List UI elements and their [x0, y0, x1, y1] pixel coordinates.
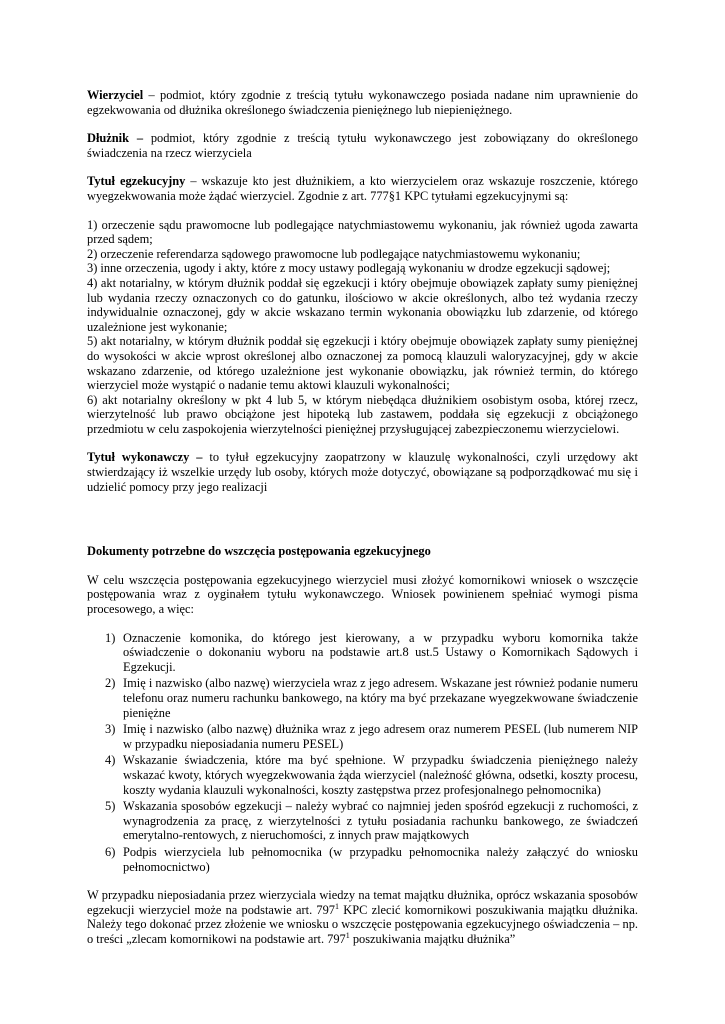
list-number: 5) — [105, 799, 116, 814]
list-number: 4) — [105, 753, 116, 768]
list-number: 1) — [105, 630, 116, 645]
list-item: 2) Imię i nazwisko (albo nazwę) wierzyciela wraz z jego adresem. Wskazane jest również podanie numeru telefonu oraz numeru rachunku bankowego, na który ma być przekazane wyegzekwowane świadczenie pieniężne — [105, 676, 638, 720]
list-item: 1) orzeczenie sądu prawomocne lub podlegające natychmiastowemu wykonaniu, jak również ugoda zawarta przed sądem; — [87, 217, 638, 247]
list-item: 3) Imię i nazwisko (albo nazwę) dłużnika wraz z jego adresem oraz numerem PESEL (lub numerem NIP w przypadku nieposiadania numeru PESEL) — [105, 722, 638, 751]
document-content — [87, 88, 638, 947]
list-item: 6) akt notarialny określony w pkt 4 lub 5, w którym niebędąca dłużnikiem osobistym osoba, której rzecz, wierzytelność lub prawo obciążone jest hipoteką lub zastawem, poddała się egzekucji z obciążonego przedmiotu w celu zaspokojenia wierzytelności pieniężnej przysługującej zabezpieczonemu wierzycielowi. — [87, 392, 638, 436]
definition-title: Tytuł egzekucyjny – wskazuje kto jest dłużnikiem, a kto wierzycielem oraz wskazuje roszczenie, którego wyegzekwowania może żądać wierzyciel. Zgodnie z art. 777§1 KPC tytułami egzekucyjnymi są: — [87, 174, 639, 203]
titles-list — [87, 218, 638, 437]
list-number: 2) — [105, 676, 116, 691]
list-item: 6) Podpis wierzyciela lub pełnomocnika (w przypadku pełnomocnika należy załączyć do wniosku pełnomocnictwo) — [105, 844, 638, 874]
definition-creditor: Wierzyciel – podmiot, który zgodnie z treścią tytułu wykonawczego posiada nadane nim uprawnienie do egzekwowania od dłużnika określonego świadczenia pieniężnego lub niepieniężnego. — [87, 88, 638, 117]
definition-term: Wierzyciel — [87, 88, 144, 102]
requirements-list — [87, 631, 638, 875]
list-item: 3) inne orzeczenia, ugody i akty, które z mocy ustawy podlegają wykonaniu w drodze egzekucji sądowej; — [87, 261, 611, 276]
definition-text: podmiot, który zgodnie z treścią tytułu wykonawczego posiada nadane nim uprawnienie do egzekwowania od dłużnika określonego świadczenia pieniężnego lub niepieniężnego. — [87, 88, 638, 117]
list-item: 4) akt notarialny, w którym dłużnik poddał się egzekucji i który obejmuje obowiązek zapłaty sumy pieniężnej lub wydania rzeczy oznaczonych co do gatunku, ilościowo w akcie określonych, albo też wydania rzeczy indywidualnie oznaczonej, gdy w akcie wskazano termin wykonania obowiązku lub zdarzenie, od którego uzależnione jest wykonanie; — [87, 275, 638, 334]
definition-term: Tytuł egzekucyjny — [87, 174, 186, 189]
closing-paragraph: W przypadku nieposiadania przez wierzyciala wiedzy na temat majątku dłużnika, oprócz wskazania sposobów egzekucji wierzyciel może na podstawie art. $797^1$ KPC zlecić komornikowi poszukiwania majątku dłużnika. Należy tego dokonać przez złożenie we wniosku o wszczęcie postępowania egzekucyjnego oświadczenia – np. o treści „zlecam komornikowi na podstawie art. $797^1$ poszukiwania majątku dłużnika” — [87, 888, 638, 946]
definition-enforcement: Tytuł wykonawczy – to tyłuł egzekucyjny zaopatrzony w klauzulę wykonalności, czyli urzędowy akt stwierdzający iż wszelkie urzędy lub osoby, których może dotyczyć, obowiązane są podporządkować mu się i udzielić pomocy przy jego realizacji — [87, 450, 638, 494]
list-item: 4) Wskazanie świadczenia, które ma być spełnione. W przypadku świadczenia pieniężnego należy wskazać kwoty, których wyegzekwowania żąda wierzyciel (należność główna, odsetki, koszty procesu, koszty wydania klauzuli wykonalności, koszty zastępstwa przez profesjonalnego pełnomocnika) — [105, 753, 638, 797]
section-title: Dokumenty potrzebne do wszczęcia postępowania egzekucyjnego — [87, 544, 431, 559]
definition-text: to tyłuł egzekucyjny zaopatrzony w klauzulę wykonalności, czyli urzędowy akt stwierdzający iż wszelkie urzędy lub osoby, których może dotyczyć, obowiązane są podporządkować mu się i udzielić pomocy przy jego realizacji — [87, 450, 638, 494]
list-number: 6) — [105, 844, 116, 859]
list-item: 5) Wskazania sposobów egzekucji – należy wybrać co najmniej jeden spośród egzekucji z ruchomości, z wynagrodzenia za pracę, z wierzytelności z tytułu posiadania rachunku bankowego, ze świadczeń emerytalno-rentowych, z nieruchomości, z innych praw majątkowych — [105, 799, 638, 843]
definition-debtor: Dłużnik – podmiot, który zgodnie z treścią tytułu wykonawczego jest zobowiązany do określonego świadczenia na rzecz wierzyciela — [87, 131, 639, 160]
list-item: 1) Oznaczenie komonika, do którego jest kierowany, a w przypadku wyboru komornika także oświadczenie o dokonaniu wyboru na podstawie art.8 ust.5 Ustawy o Komornikach Sądowych i Egzekucji. — [105, 630, 638, 674]
definition-term: Tytuł wykonawczy — [87, 450, 190, 465]
definition-text: podmiot, który zgodnie z treścią tytułu wykonawczego jest zobowiązany do określonego świadczenia na rzecz wierzyciela — [87, 131, 639, 160]
list-item: 5) akt notarialny, w którym dłużnik poddał się egzekucji i który obejmuje obowiązek zapłaty sumy pieniężnej do wysokości w akcie wprost określonej albo oznaczonej za pomocą klauzuli waloryzacyjnej, gdy w akcie wskazano zdarzenie, od którego uzależnione jest wykonanie obowiązku, jak również termin, do którego wierzyciel może wystąpić o nadanie temu aktowi klauzuli wykonalności; — [87, 334, 638, 393]
definition-text: wskazuje kto jest dłużnikiem, a kto wierzycielem oraz wskazuje roszczenie, którego wyegzekwowania może żądać wierzyciel. Zgodnie z art. 777§1 KPC tytułami egzekucyjnymi są: — [87, 174, 639, 203]
definition-term: Dłużnik — [87, 131, 130, 146]
list-item: 2) orzeczenie referendarza sądowego prawomocne lub podlegające natychmiastowemu wykonaniu; — [87, 246, 581, 261]
list-number: 3) — [105, 722, 116, 737]
intro-paragraph: W celu wszczęcia postępowania egzekucyjnego wierzyciel musi złożyć komornikowi wniosek o wszczęcie postępowania wraz z oyginałem tytułu wykonawczego. Wniosek powinienem spełniać wymogi pisma procesowego, a więc: — [87, 572, 638, 617]
